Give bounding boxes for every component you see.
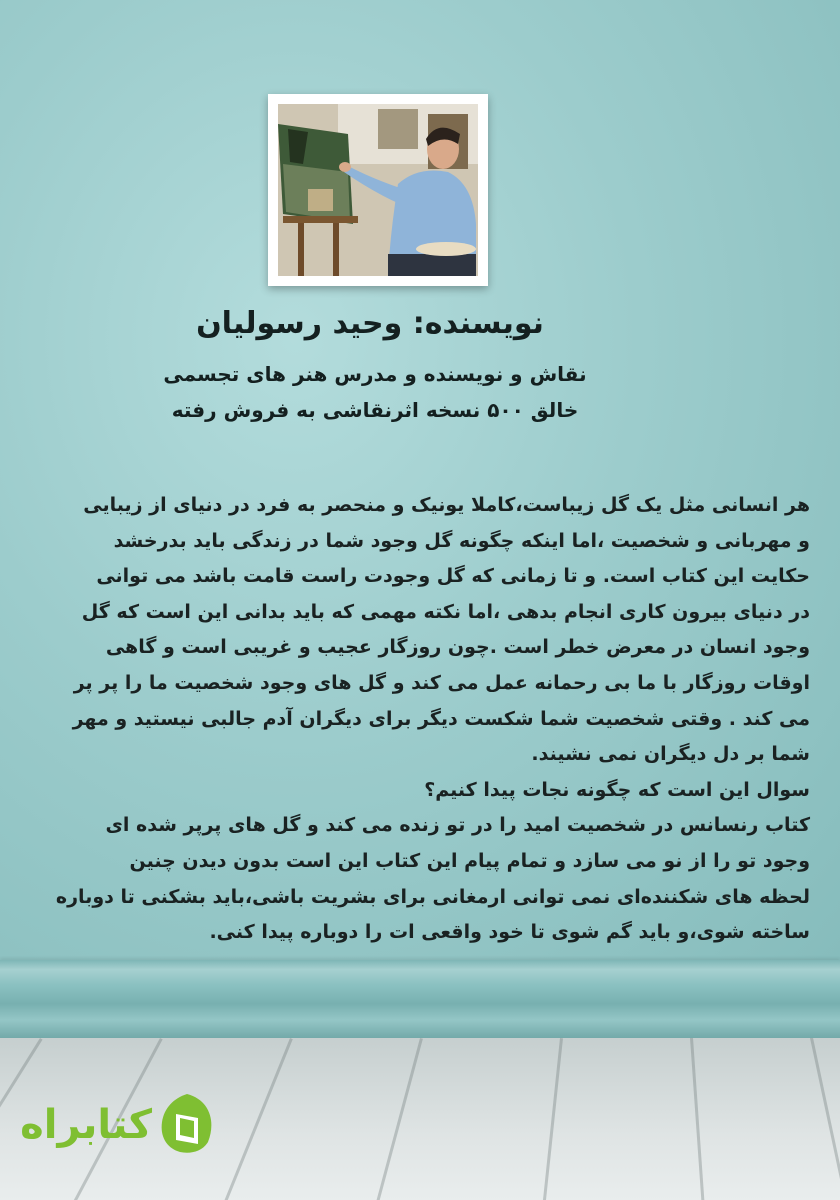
painter-illustration xyxy=(278,104,478,276)
author-subtitle-1: نقاش و نویسنده و مدرس هنر های تجسمی xyxy=(163,362,587,386)
painter-portrait-photo xyxy=(278,104,478,276)
description-line: وجود تو را از نو می سازد و تمام پیام این کتاب این است بدون دیدن چنین xyxy=(129,849,810,872)
description-line: ساخته شوی،و باید گم شوی تا خود واقعی ات را دوباره پیدا کنی. xyxy=(209,921,810,944)
description-line: اوقات روزگار با ما بی رحمانه عمل می کند و گل های وجود شخصیت ما را پر پر xyxy=(73,671,810,694)
ketabrah-logo[interactable] xyxy=(20,1092,216,1158)
description-line: کتاب رنسانس در شخصیت امید را در تو زنده می کند و گل های پرپر شده ای xyxy=(105,814,810,837)
author-photo-frame xyxy=(268,94,488,286)
description-line: حکایت این کتاب است. و تا زمانی که گل وجودت راست قامت باشد می توانی xyxy=(96,565,810,588)
leaf-book-icon xyxy=(158,1092,216,1158)
description-line: هر انسانی مثل یک گل زیباست،کاملا یونیک و منحصر به فرد در دنیای از زیبایی xyxy=(83,494,810,516)
logo-text: کتابراه xyxy=(20,1102,152,1148)
description-line: لحظه های شکننده‌ای نمی توانی ارمغانی برای بشریت باشی،باید بشکنی تا دوباره xyxy=(55,885,810,908)
description-line: شما بر دل دیگران نمی نشیند. xyxy=(531,743,810,766)
description-line: در دنیای بیرون کاری انجام بدهی ،اما نکته مهمی که باید بدانی این است که گل xyxy=(81,600,810,623)
author-subtitle-2: خالق ۵۰۰ نسخه اثرنقاشی به فروش رفته xyxy=(171,398,579,422)
author-title: نویسنده: وحید رسولیان xyxy=(196,306,544,341)
description-line: وجود انسان در معرض خطر است .چون روزگار عجیب و غریبی است و گاهی xyxy=(105,636,810,659)
description-line: و مهربانی و شخصیت ،اما اینکه چگونه گل وجود شما در زندگی باید بدرخشد xyxy=(113,529,810,552)
description-line: سوال این است که چگونه نجات پیدا کنیم؟ xyxy=(424,778,810,801)
baseboard xyxy=(0,960,840,1040)
description-line: می کند . وقتی شخصیت شما شکست دیگر برای دیگران آدم جالبی نیستید و مهر xyxy=(72,707,810,730)
book-description xyxy=(40,488,810,951)
